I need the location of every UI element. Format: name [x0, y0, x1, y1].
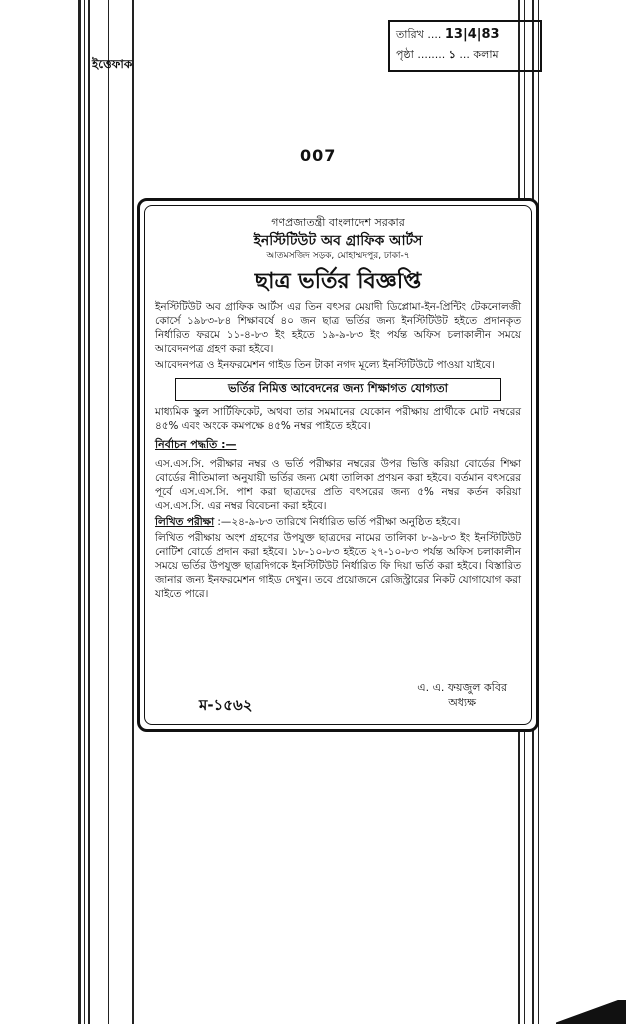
- selection-text: এস.এস.সি. পরীক্ষার নম্বর ও ভর্তি পরীক্ষার নম্বরের উপর ভিত্তি করিয়া বোর্ডের শিক্ষা বোর্ডের নীতিমালা অনুযায়ী ভর্তির জন্য মেধা তালিকা প্রণয়ন করা হইবে। বর্তমান বৎসরের পূর্বে এস.এস.সি. পাশ করা ছাত্রদের প্রতি বৎসরের জন্য ৫% নম্বর কর্তন করিয়া এস.এস.সি. এর নম্বর বিবেচনা করা হইবে।: [155, 458, 521, 512]
- government-line: গণপ্রজাতন্ত্রী বাংলাদেশ সরকার: [271, 216, 405, 229]
- stamp-page-value: ১: [448, 48, 456, 61]
- stamp-column-label: কলাম: [473, 48, 499, 61]
- archive-stamp: [388, 20, 542, 72]
- stamp-page-label: পৃষ্ঠা: [396, 48, 414, 61]
- margin-line: [88, 0, 90, 1024]
- exam-line: [155, 515, 521, 529]
- page-number: 007: [300, 146, 337, 165]
- qualification-text: মাধ্যমিক স্কুল সার্টিফিকেট, অথবা তার সমমানের যেকোন পরীক্ষায় প্রার্থীকে মোট নম্বরের ৪৫% এবং অংকে কমপক্ষে ৪৫% নম্বর পাইতে হইবে।: [155, 406, 521, 432]
- exam-label: লিখিত পরীক্ষা: [155, 516, 215, 528]
- signature-block: [417, 680, 507, 710]
- selection-heading: নির্বাচন পদ্ধতি :—: [155, 438, 237, 451]
- margin-line: [132, 0, 134, 1024]
- notice-body: [144, 205, 532, 725]
- exam-text: :—২৪-৯-৮৩ তারিখে নির্ধারিত ভর্তি পরীক্ষা অনুষ্ঠিত হইবে।: [217, 516, 461, 528]
- stamp-page-row: পৃষ্ঠা ........ ১ ... কলাম: [396, 48, 499, 61]
- reference-number: ম-১৫৬২: [199, 696, 253, 714]
- signatory-name: এ. এ. ফয়জুল কবির: [417, 681, 507, 694]
- signatory-title: অধ্যক্ষ: [448, 696, 476, 709]
- qualification-heading: ভর্তির নিমিত্ত আবেদনের জন্য শিক্ষাগত যোগ্যতা: [175, 378, 501, 401]
- institute-address: আতমসজিদ সড়ক, মোহাম্মদপুর, ঢাকা-৭: [266, 251, 410, 261]
- newspaper-name: ইত্তেফাক: [92, 57, 133, 71]
- institute-name: ইনস্টিটিউট অব গ্রাফিক আর্টস: [253, 233, 423, 249]
- notice-paragraph-1: ইনস্টিটিউট অব গ্রাফিক আর্টস এর তিন বৎসর মেয়াদী ডিপ্লোমা-ইন-প্রিন্টিং টেকনোলজী কোর্সে ১৯৮৩-৮৪ শিক্ষাবর্ষে ৪০ জন ছাত্র ভর্তির জন্য ইনস্টিটিউট হইতে প্রদানকৃত নির্ধারিত ফরমে ১১-৪-৮৩ ইং হইতে ১৯-৯-৮৩ ইং পর্যন্ত অফিস চলাকালীন সময়ে আবেদনপত্র গ্রহণ করা হইবে।: [155, 301, 521, 355]
- margin-line: [84, 0, 85, 1024]
- notice-paragraph-2: আবেদনপত্র ও ইনফরমেশন গাইড তিন টাকা নগদ মূল্যে ইনস্টিটিউটে পাওয়া যাইবে।: [155, 359, 495, 371]
- stamp-date-value: 13|4|83: [444, 27, 500, 42]
- admission-notice: [137, 198, 539, 732]
- scan-edge-shadow: [556, 1000, 626, 1024]
- stamp-date-row: তারিখ .... 13|4|83: [396, 27, 500, 42]
- margin-line: [108, 0, 109, 1024]
- margin-line: [78, 0, 81, 1024]
- notice-title: ছাত্র ভর্তির বিজ্ঞপ্তি: [254, 269, 422, 294]
- notice-footer: [159, 680, 517, 716]
- exam-details: লিখিত পরীক্ষায় অংশ গ্রহণের উপযুক্ত ছাত্রদের নামের তালিকা ৮-৯-৮৩ ইং ইনস্টিটিউট নোটিশ বোর্ডে প্রদান করা হইবে। ১৮-১০-৮৩ হইতে ২৭-১০-৮৩ পর্যন্ত অফিস চলাকালীন সময়ে ভর্তির উপযুক্ত ছাত্রদিগকে ইনস্টিটিউট নির্ধারিত ফি দিয়া ভর্তি করা হইবে। বিস্তারিত জানার জন্য ইনফরমেশন গাইড দেখুন। তবে প্রয়োজনে রেজিস্ট্রারের নিকট যোগাযোগ করা যাইতে পারে।: [155, 532, 521, 600]
- stamp-date-label: তারিখ: [396, 28, 424, 41]
